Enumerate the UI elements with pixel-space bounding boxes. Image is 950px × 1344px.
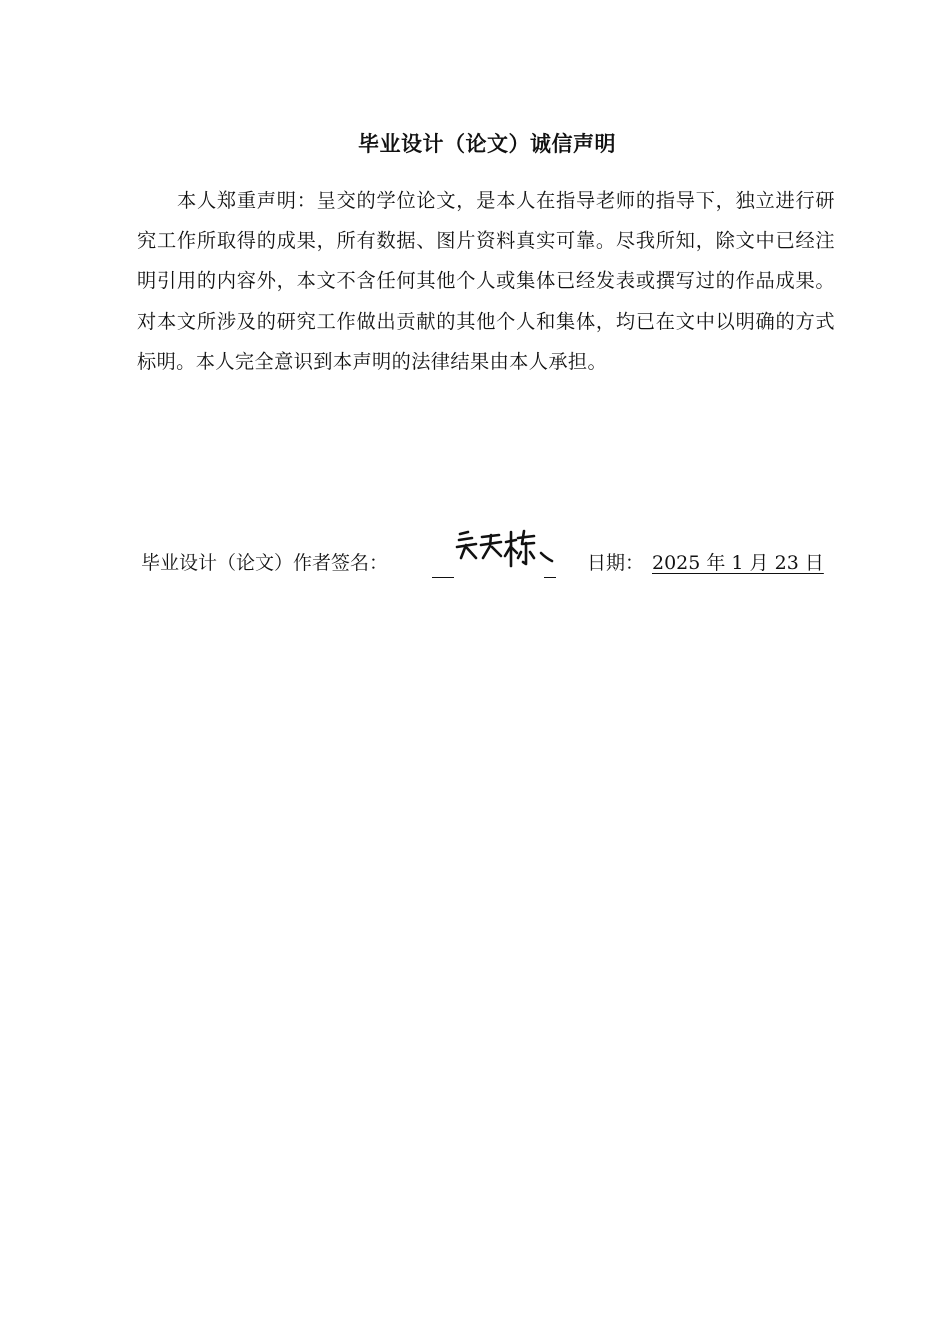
date-label: 日期： — [587, 552, 645, 574]
declaration-paragraph: 本人郑重声明：呈交的学位论文，是本人在指导老师的指导下，独立进行研究工作所取得的成果，所有数据、图片资料真实可靠。尽我所知，除文中已经注明引用的内容外，本文不含任何其他个人或集体已经发表或撰写过的作品成果。对本文所涉及的研究工作做出贡献的其他个人和集体，均已在文中以明确的方式标明。本人完全意识到本声明的法律结果由本人承担。 — [137, 189, 835, 373]
signature-line — [141, 545, 841, 579]
page-title: 毕业设计（论文）诚信声明 — [358, 132, 616, 156]
handwritten-signature — [454, 528, 558, 572]
signature-label: 毕业设计（论文）作者签名： — [141, 552, 389, 574]
date-value: 2025 年 1 月 23 日 — [652, 552, 824, 574]
